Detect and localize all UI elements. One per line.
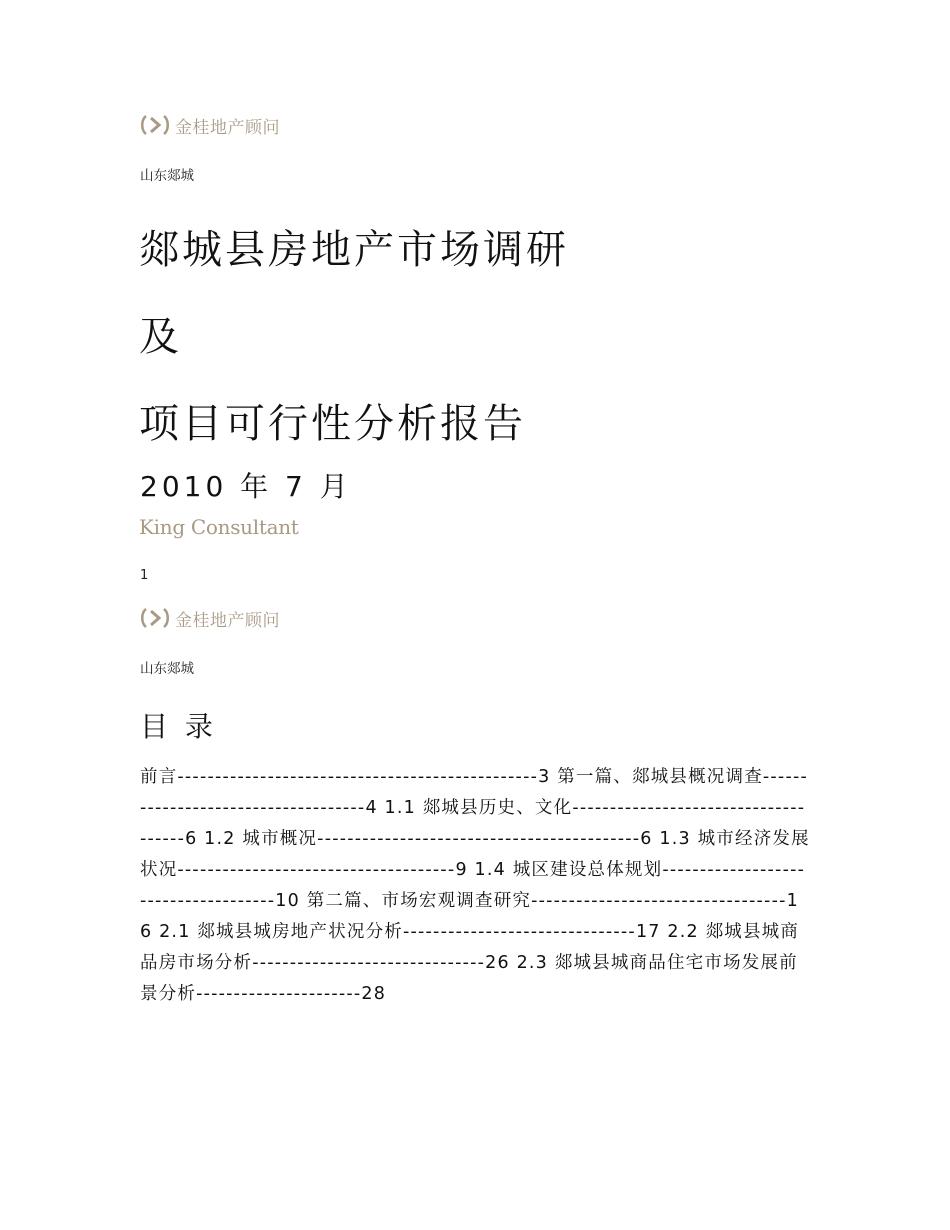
location-label-toc: 山东郯城	[140, 661, 194, 677]
table-of-contents: 前言------------------------------------------------3 第一篇、郯城县概况调查------------------------------------4 1.1 郯城县历史、文化-------------------------------------6 1.2 城市概况-------------------------------------------6 1.3 城市经济发展状况-------------------------------------9 1.4 城区建设总体规划-------------------------------------10 第二篇、市场宏观调查研究----------------------------------16 2.1 郯城县城房地产状况分析-------------------------------17 2.2 郯城县城商品房市场分析-------------------------------26 2.3 郯城县城商品住宅市场发展前景分析----------------------28	[140, 767, 810, 1004]
report-date: 2010 年 7 月	[140, 470, 352, 503]
brand-english-name: King Consultant	[139, 515, 299, 539]
logo-text: 金桂地产顾问	[175, 610, 280, 631]
logo-emblem-icon	[139, 603, 171, 633]
report-title-line-1: 郯城县房地产市场调研	[139, 227, 569, 273]
report-title-line-2: 及	[139, 314, 182, 360]
location-label: 山东郯城	[140, 168, 194, 184]
page-number: 1	[140, 568, 149, 583]
logo-emblem-icon	[139, 110, 171, 140]
logo-text: 金桂地产顾问	[175, 117, 280, 138]
toc-heading: 目 录	[140, 710, 217, 743]
company-logo	[139, 110, 280, 140]
company-logo-toc	[139, 603, 280, 633]
report-title-line-3: 项目可行性分析报告	[139, 401, 526, 447]
